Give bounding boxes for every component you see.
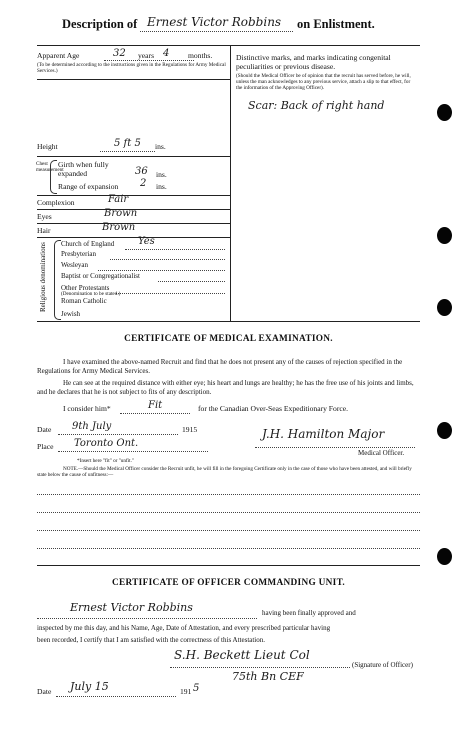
officer-date-label: Date xyxy=(37,687,52,696)
officer-unit: 75th Bn CEF xyxy=(232,670,304,683)
height-unit: ins. xyxy=(155,142,166,151)
age-rule xyxy=(37,79,230,80)
religion-roman-catholic: Roman Catholic xyxy=(61,297,107,305)
range-label: Range of expansion xyxy=(58,182,119,191)
medical-para1: I have examined the above-named Recruit and find that he does not present any of the causes of rejection specified in the Regulations for Army Medical Services. xyxy=(37,358,403,375)
unfit-line-2 xyxy=(37,512,420,513)
medical-signature: J.H. Hamilton Major xyxy=(262,427,385,441)
unfit-line-3 xyxy=(37,530,420,531)
months-label: months. xyxy=(188,51,213,60)
punch-hole-3 xyxy=(437,299,452,316)
complexion-value: Fair xyxy=(108,194,129,205)
name-line xyxy=(140,31,293,32)
medical-place-value: Toronto Ont. xyxy=(74,438,139,449)
officer-year-value: 5 xyxy=(193,683,200,694)
unfit-line-1 xyxy=(37,494,420,495)
officer-text3: been recorded, I certify that I am satisfied with the correctness of this Attestation. xyxy=(37,636,266,644)
religion-baptist: Baptist or Congregationalist xyxy=(61,272,140,280)
age-months: 4 xyxy=(163,48,170,59)
medical-date-value: 9th July xyxy=(72,421,112,432)
eyes-value: Brown xyxy=(104,208,138,219)
top-rule xyxy=(37,45,420,46)
hair-rule xyxy=(37,237,230,238)
religion-line-4 xyxy=(158,281,225,282)
title-suffix: on Enlistment. xyxy=(297,17,375,31)
consider-line xyxy=(120,413,190,414)
marks-heading: Distinctive marks, and marks indicating congenital peculiarities or previous disease. xyxy=(236,53,391,71)
medical-place-line xyxy=(58,451,208,452)
chest-label: Chest measurement xyxy=(36,161,64,173)
medical-para2: He can see at the required distance with either eye; his heart and lungs are healthy; he has the free use of his joints and limbs, and he declares that he is not subject to fits of any description. xyxy=(37,379,414,396)
complexion-label: Complexion xyxy=(37,198,75,207)
girth-value: 36 xyxy=(135,166,148,177)
religion-section-label: Religious denominations xyxy=(39,242,47,312)
religion-other-note: (Denomination to be stated.) xyxy=(61,291,121,297)
apparent-age-label: Apparent Age xyxy=(37,51,80,60)
officer-date-value: July 15 xyxy=(70,680,109,693)
age-line xyxy=(104,60,194,61)
consider-value: Fit xyxy=(148,400,163,411)
unfit-line-4 xyxy=(37,548,420,549)
punch-hole-1 xyxy=(437,104,452,121)
religion-jewish: Jewish xyxy=(61,310,81,318)
religion-line-1 xyxy=(125,249,225,250)
chest-brace xyxy=(50,160,57,194)
section-rule-1 xyxy=(37,321,420,322)
marks-note: (Should the Medical Officer be of opinion that the recruit has served before, he will, unless the man acknowledges to any previous service, attach a slip to that effect, for the information of the Approving Officer). xyxy=(236,73,411,91)
punch-hole-5 xyxy=(437,548,452,565)
eyes-label: Eyes xyxy=(37,212,52,221)
chest-rule xyxy=(37,195,230,196)
punch-hole-2 xyxy=(437,227,452,244)
height-label: Height xyxy=(37,142,58,151)
medical-place-label: Place xyxy=(37,442,54,451)
insert-note: *Insert here "fit" or "unfit." xyxy=(77,458,135,464)
height-line xyxy=(100,151,155,152)
punch-hole-4 xyxy=(437,422,452,439)
enlistee-name: Ernest Victor Robbins xyxy=(147,15,282,29)
religion-presbyterian: Presbyterian xyxy=(61,250,96,258)
age-years: 32 xyxy=(113,48,126,59)
officer-name-line xyxy=(37,618,257,619)
medical-date-line xyxy=(58,434,178,435)
range-value: 2 xyxy=(140,178,147,189)
medical-officer-label: Medical Officer. xyxy=(358,449,405,457)
medical-signature-line xyxy=(255,447,415,448)
medical-heading: CERTIFICATE OF MEDICAL EXAMINATION. xyxy=(124,334,333,344)
hair-label: Hair xyxy=(37,226,51,235)
officer-name-value: Ernest Victor Robbins xyxy=(70,601,193,614)
title-prefix: Description of xyxy=(62,17,138,31)
column-divider xyxy=(230,45,231,321)
officer-signature: S.H. Beckett Lieut Col xyxy=(174,648,310,662)
medical-date-label: Date xyxy=(37,425,52,434)
hair-value: Brown xyxy=(102,222,136,233)
age-note: (To be determined according to the instructions given in the Regulations for Army Medical Services.) xyxy=(37,62,226,74)
officer-date-line xyxy=(56,696,176,697)
religion-line-2 xyxy=(110,259,225,260)
officer-heading: CERTIFICATE OF OFFICER COMMANDING UNIT. xyxy=(111,578,346,588)
medical-year: 1915 xyxy=(182,425,198,434)
marks-value: Scar: Back of right hand xyxy=(248,99,385,112)
height-rule xyxy=(37,156,230,157)
consider-suffix: for the Canadian Over-Seas Expeditionary Force. xyxy=(198,404,348,413)
religion-line-3 xyxy=(98,270,225,271)
medical-unfit-note: NOTE.—Should the Medical Officer consider the Recruit unfit, he will fill in the foregoing Certificate only in the case of those who have been attested, and will briefly state below the cause of unfitness:— xyxy=(37,466,412,478)
officer-signature-label: (Signature of Officer) xyxy=(352,661,413,669)
officer-signature-line xyxy=(170,667,350,668)
years-label: years xyxy=(138,51,155,60)
religion-wesleyan: Wesleyan xyxy=(61,261,89,269)
girth-label: Girth when fully expanded xyxy=(58,160,109,178)
girth-unit: ins. xyxy=(156,170,167,179)
height-value: 5 ft 5 xyxy=(114,138,141,149)
religion-other-protestants: Other Protestants xyxy=(61,284,110,292)
range-unit: ins. xyxy=(156,182,167,191)
officer-year: 191 xyxy=(180,687,192,696)
officer-text1: having been finally approved and xyxy=(262,609,356,617)
religion-brace xyxy=(54,240,61,320)
religion-line-5 xyxy=(116,293,225,294)
religion-church-of-england-value: Yes xyxy=(138,236,155,247)
section-rule-2 xyxy=(37,565,420,566)
officer-text2: inspected by me this day, and his Name, Age, Date of Attestation, and every prescribed particular having xyxy=(37,624,331,632)
religion-church-of-england: Church of England xyxy=(61,240,115,248)
consider-prefix: I consider him* xyxy=(63,404,111,413)
